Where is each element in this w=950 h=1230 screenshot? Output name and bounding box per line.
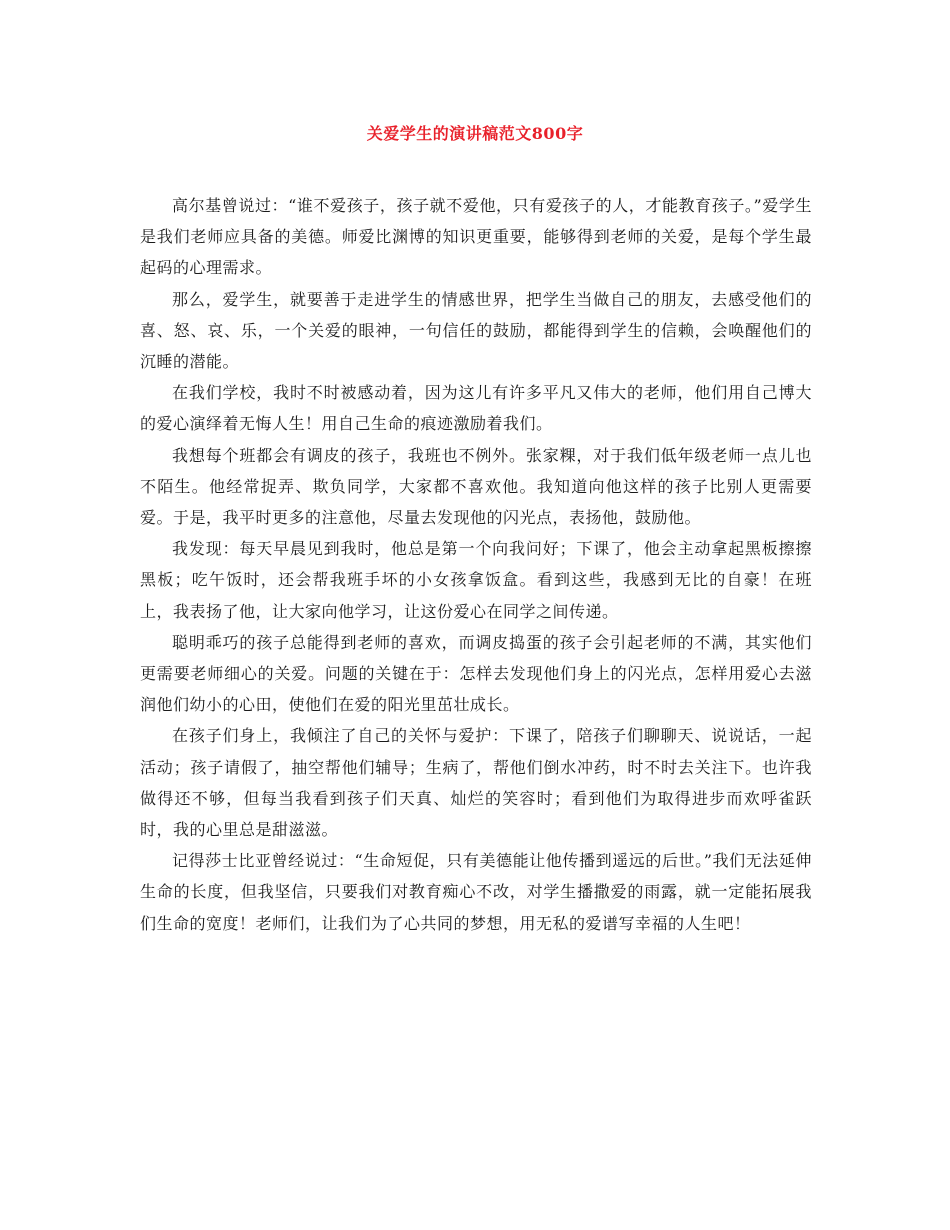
- paragraph-8: 记得莎士比亚曾经说过：“生命短促，只有美德能让他传播到遥远的后世。”我们无法延伸生命的长度，但我坚信，只要我们对教育痴心不改，对学生播撒爱的雨露，就一定能拓展我们生命的宽度！老师们，让我们为了心共同的梦想，用无私的爱谱写幸福的人生吧！: [140, 851, 812, 933]
- paragraph-2: 那么，爱学生，就要善于走进学生的情感世界，把学生当做自己的朋友，去感受他们的喜、怒、哀、乐，一个关爱的眼神，一句信任的鼓励，都能得到学生的信赖，会唤醒他们的沉睡的潜能。: [140, 289, 812, 372]
- paragraph-5: 我发现：每天早晨见到我时，他总是第一个向我问好；下课了，他会主动拿起黑板擦擦黑板；吃午饭时，还会帮我班手坏的小女孩拿饭盒。看到这些，我感到无比的自豪！在班上，我表扬了他，让大家向他学习，让这份爱心在同学之间传递。: [140, 539, 812, 621]
- paragraph-6: 聪明乖巧的孩子总能得到老师的喜欢，而调皮捣蛋的孩子会引起老师的不满，其实他们更需要老师细心的关爱。问题的关键在于：怎样去发现他们身上的闪光点，怎样用爱心去滋润他们幼小的心田，使他们在爱的阳光里茁壮成长。: [140, 632, 812, 715]
- document-body: [140, 190, 812, 939]
- paragraph-7: 在孩子们身上，我倾注了自己的关怀与爱护：下课了，陪孩子们聊聊天、说说话，一起活动；孩子请假了，抽空帮他们辅导；生病了，帮他们倒水冲药，时不时去关注下。也许我做得还不够，但每当我看到孩子们天真、灿烂的笑容时；看到他们为取得进步而欢呼雀跃时，我的心里总是甜滋滋。: [140, 726, 812, 840]
- document-title: 关爱学生的演讲稿范文800字: [366, 124, 584, 143]
- paragraph-3: 在我们学校，我时不时被感动着，因为这儿有许多平凡又伟大的老师，他们用自己博大的爱心演绎着无悔人生！用自己生命的痕迹激励着我们。: [140, 383, 812, 434]
- paragraph-1: 高尔基曾说过：“谁不爱孩子，孩子就不爱他，只有爱孩子的人，才能教育孩子。”爱学生是我们老师应具备的美德。师爱比渊博的知识更重要，能够得到老师的关爱，是每个学生最起码的心理需求。: [140, 196, 812, 278]
- paragraph-4: 我想每个班都会有调皮的孩子，我班也不例外。张家粿，对于我们低年级老师一点儿也不陌生。他经常捉弄、欺负同学，大家都不喜欢他。我知道向他这样的孩子比别人更需要爱。于是，我平时更多的注意他，尽量去发现他的闪光点，表扬他，鼓励他。: [140, 445, 812, 528]
